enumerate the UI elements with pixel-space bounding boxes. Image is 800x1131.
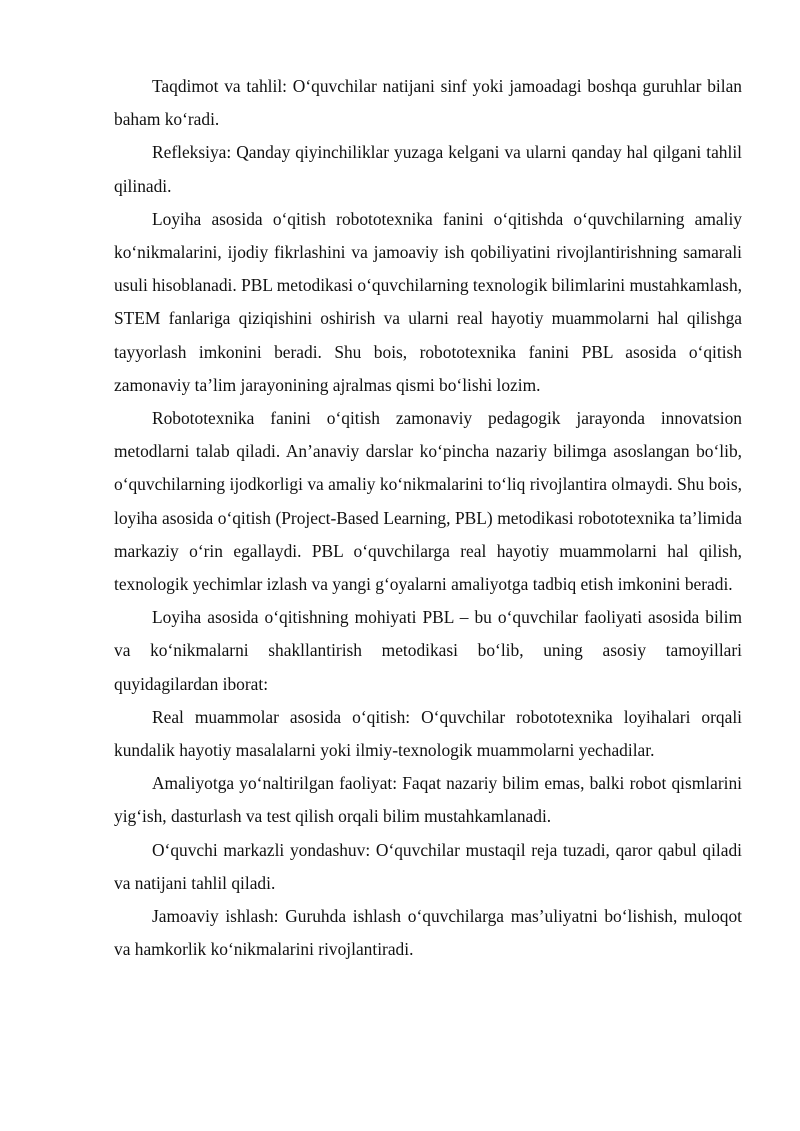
paragraph-practice-oriented: Amaliyotga yo‘naltirilgan faoliyat: Faqat nazariy bilim emas, balki robot qismlarini yig‘ish, dasturlash va test qilish orqali bilim mustahkamlanadi.: [114, 773, 742, 827]
paragraph-student-centered: O‘quvchi markazli yondashuv: O‘quvchilar mustaqil reja tuzadi, qaror qabul qiladi va natijani tahlil qiladi.: [114, 839, 742, 893]
paragraph-pbl-essence: Loyiha asosida o‘qitishning mohiyati PBL – bu o‘quvchilar faoliyati asosida bilim va ko‘nikmalarni shakllantirish metodikasi bo‘lib, uning asosiy tamoyillari quyidagilardan iborat:: [114, 607, 742, 694]
paragraph-real-problems: Real muammolar asosida o‘qitish: O‘quvchilar robototexnika loyihalari orqali kundalik hayotiy masalalarni yoki ilmiy-texnologik muammolarni yechadilar.: [114, 706, 742, 761]
paragraph-presentation: Taqdimot va tahlil: O‘quvchilar natijani sinf yoki jamoadagi boshqa guruhlar bilan baham ko‘radi.: [114, 76, 742, 130]
paragraph-teamwork: Jamoaviy ishlash: Guruhda ishlash o‘quvchilarga mas’uliyatni bo‘lishish, muloqot va hamkorlik ko‘nikmalarini rivojlantiradi.: [114, 906, 742, 960]
document-page: [114, 70, 742, 966]
paragraph-robotics-teaching: Robototexnika fanini o‘qitish zamonaviy pedagogik jarayonda innovatsion metodlarni talab qiladi. An’anaviy darslar ko‘pincha nazariy bilimga asoslangan bo‘lib, o‘quvchilarning ijodkorligi va amaliy ko‘nikmalarini to‘liq rivojlantira olmaydi. Shu bois, loyiha asosida o‘qitish (Project-Based Learning, PBL) metodikasi robototexnika ta’limida markaziy o‘rin egallaydi. PBL o‘quvchilarga real hayotiy muammolarni hal qilish, texnologik yechimlar izlash va yangi g‘oyalarni amaliyotga tadbiq etish imkonini beradi.: [114, 408, 742, 595]
paragraph-pbl-summary: Loyiha asosida o‘qitish robototexnika fanini o‘qitishda o‘quvchilarning amaliy ko‘nikmalarini, ijodiy fikrlashini va jamoaviy ish qobiliyatini rivojlantirishning samarali usuli hisoblanadi. PBL metodikasi o‘quvchilarning texnologik bilimlarini mustahkamlash, STEM fanlariga qiziqishini oshirish va ularni real hayotiy muammolarni hal qilishga tayyorlash imkonini beradi. Shu bois, robototexnika fanini PBL asosida o‘qitish zamonaviy ta’lim jarayonining ajralmas qismi bo‘lishi lozim.: [114, 208, 742, 395]
paragraph-reflection: Refleksiya: Qanday qiyinchiliklar yuzaga kelgani va ularni qanday hal qilgani tahlil qilinadi.: [114, 142, 742, 196]
